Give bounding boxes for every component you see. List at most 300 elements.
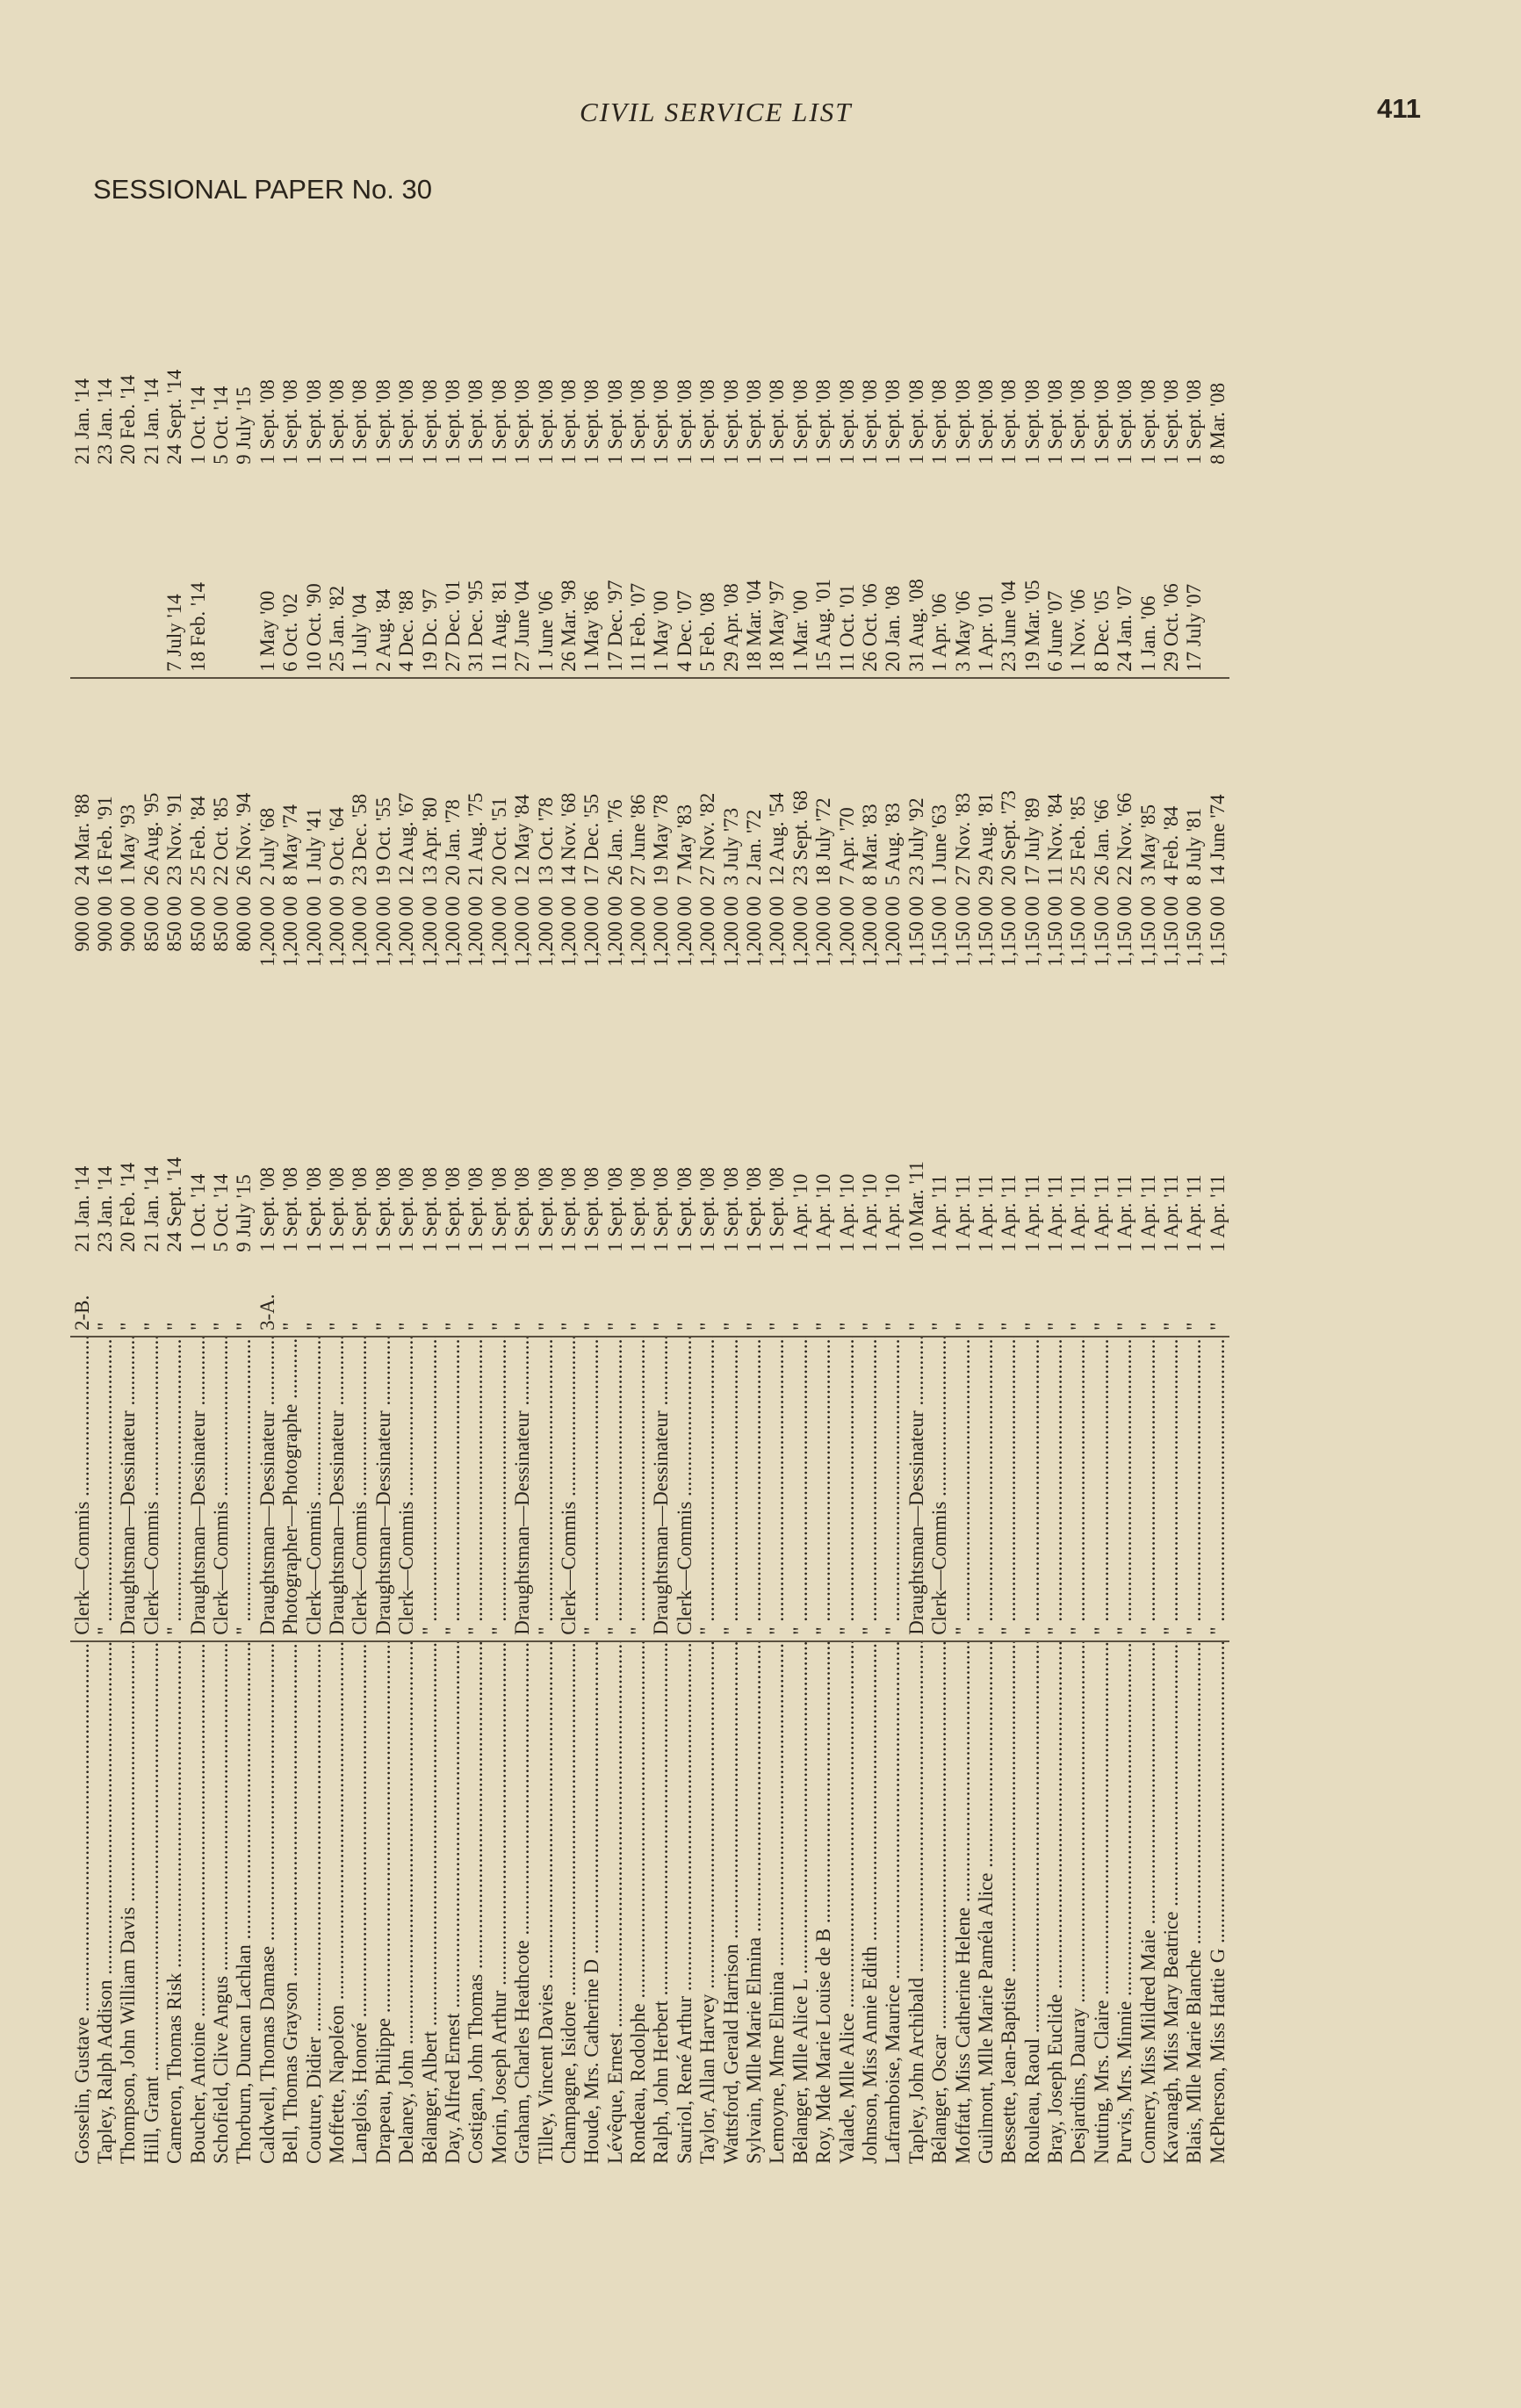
employee-name-cell: Bray, Joseph Euclide .....	[1043, 1641, 1066, 2169]
date-of-class-cell: 1 Apr. '11	[1136, 1174, 1159, 1252]
table-row	[1159, 220, 1182, 2169]
date-of-birth-cell: 29 Aug. '81	[974, 792, 997, 886]
date-of-class-cell: 1 Sept. '08	[743, 1166, 766, 1252]
position-cell: " .....	[951, 1337, 974, 1641]
date-of-class-cell: 1 Sept. '08	[256, 1166, 278, 1252]
date-of-birth-cell: 25 Feb. '84	[186, 796, 209, 886]
date-of-birth-cell: 26 Aug. '95	[140, 792, 162, 886]
salary-cell: 1,200 00	[325, 896, 348, 967]
table-row	[998, 220, 1020, 2169]
date-of-promotion-cell: 1 Sept. '08	[325, 379, 348, 465]
date-of-class-cell: 1 Sept. '08	[511, 1166, 534, 1252]
first-appointment-cell: 1 May '86	[580, 470, 603, 678]
table-row	[534, 220, 557, 2169]
date-of-birth-cell: 3 July '73	[719, 807, 742, 886]
date-of-promotion-cell: 21 Jan. '14	[140, 378, 162, 465]
table-row	[1067, 220, 1090, 2169]
date-of-promotion-cell: 1 Sept. '08	[1020, 379, 1043, 465]
salary-cell: 1,150 00	[1183, 896, 1206, 967]
page-number: 411	[1377, 93, 1422, 124]
table-row	[626, 220, 649, 2169]
first-appointment-cell: 3 May '06	[951, 470, 974, 678]
employee-name-cell: Gosselin, Gustave .....	[70, 1641, 93, 2169]
first-appointment-cell: 15 Aug. '01	[812, 470, 835, 678]
table-row	[302, 220, 325, 2169]
first-appointment-cell: 1 Jan. '06	[1136, 470, 1159, 678]
date-of-birth-cell: 16 Feb. '91	[94, 796, 117, 886]
date-of-promotion-cell: 1 Sept. '08	[349, 379, 371, 465]
date-of-class-cell: 1 Sept. '08	[395, 1166, 418, 1252]
class-cell: "	[487, 1258, 510, 1337]
position-cell: Clerk—Commis .....	[557, 1337, 580, 1641]
date-of-promotion-cell: 1 Sept. '08	[302, 379, 325, 465]
first-appointment-cell: 20 Jan. '08	[882, 470, 905, 678]
class-cell: "	[117, 1258, 140, 1337]
date-of-birth-cell: 23 July '92	[905, 797, 927, 886]
date-of-class-cell: 1 Sept. '08	[302, 1166, 325, 1252]
salary-cell: 1,200 00	[511, 896, 534, 967]
employee-name-cell: Bessette, Jean-Baptiste .....	[998, 1641, 1020, 2169]
first-appointment-cell: 19 Dc. '97	[418, 470, 441, 678]
table-row	[557, 220, 580, 2169]
date-of-class-cell: 1 Sept. '08	[534, 1166, 557, 1252]
salary-cell: 1,150 00	[1020, 896, 1043, 967]
employee-name-cell: Delaney, John .....	[394, 1641, 417, 2169]
first-appointment-cell: 11 Oct. '01	[835, 470, 858, 678]
class-cell: "	[1159, 1258, 1182, 1337]
table-row	[487, 220, 510, 2169]
date-of-promotion-cell: 1 Sept. '08	[719, 379, 742, 465]
salary-cell: 1,200 00	[858, 896, 881, 967]
position-cell: Draughtsman—Dessinateur .....	[325, 1337, 348, 1641]
position-cell: " .....	[534, 1337, 557, 1641]
salary-cell: 1,200 00	[534, 896, 557, 967]
table-row	[256, 220, 278, 2169]
employee-name-cell: Valade, Mlle Alice .....	[835, 1641, 858, 2169]
date-of-promotion-cell: 1 Sept. '08	[1183, 379, 1206, 465]
first-appointment-cell: 1 May '00	[650, 470, 673, 678]
salary-cell: 900 00	[117, 896, 140, 952]
first-appointment-cell	[1206, 470, 1229, 678]
employee-name-cell: Kavanagh, Miss Mary Beatrice .....	[1159, 1641, 1182, 2169]
salary-cell: 1,200 00	[882, 896, 905, 967]
date-of-birth-cell: 23 Sept. '68	[789, 790, 811, 886]
table-row	[209, 220, 232, 2169]
position-cell: Clerk—Commis .....	[349, 1337, 371, 1641]
employee-name-cell: Tapley, Ralph Addison .....	[93, 1641, 116, 2169]
position-cell: Draughtsman—Dessinateur .....	[650, 1337, 673, 1641]
date-of-promotion-cell: 1 Sept. '08	[371, 379, 394, 465]
date-of-birth-cell: 24 Mar. '88	[70, 793, 93, 886]
position-cell: " .....	[441, 1337, 464, 1641]
date-of-promotion-cell: 1 Sept. '08	[673, 379, 696, 465]
position-cell: Clerk—Commis .....	[70, 1337, 93, 1641]
class-cell: "	[696, 1258, 719, 1337]
first-appointment-cell: 7 July '14	[163, 470, 186, 678]
table-body	[70, 220, 1229, 2169]
date-of-class-cell: 21 Jan. '14	[70, 1165, 93, 1252]
first-appointment-cell: 31 Aug. '08	[905, 470, 927, 678]
date-of-promotion-cell: 1 Sept. '08	[812, 379, 835, 465]
employee-name-cell: Boucher, Antoine .....	[186, 1641, 209, 2169]
table-row	[1206, 220, 1229, 2169]
date-of-class-cell: 1 Sept. '08	[279, 1166, 302, 1252]
employee-name-cell: Laframboise, Maurice .....	[882, 1641, 905, 2169]
class-cell: "	[812, 1258, 835, 1337]
first-appointment-cell: 5 Feb. '08	[696, 470, 719, 678]
position-cell: " .....	[835, 1337, 858, 1641]
date-of-birth-cell: 1 June '63	[928, 804, 951, 886]
date-of-birth-cell: 21 Aug. '75	[465, 792, 487, 886]
position-cell: " .....	[1206, 1337, 1229, 1641]
employee-name-cell: Hill, Grant .....	[140, 1641, 162, 2169]
table-row	[858, 220, 881, 2169]
class-cell: "	[905, 1258, 927, 1337]
position-cell: Clerk—Commis .....	[927, 1337, 950, 1641]
class-cell: "	[766, 1258, 789, 1337]
date-of-promotion-cell: 9 July '15	[233, 386, 256, 465]
date-of-class-cell: 1 Sept. '08	[557, 1166, 580, 1252]
first-appointment-cell: 1 Nov. '06	[1067, 470, 1090, 678]
salary-cell: 1,150 00	[998, 896, 1020, 967]
date-of-birth-cell: 26 Jan. '66	[1090, 799, 1113, 886]
date-of-birth-cell: 20 Jan. '78	[441, 799, 464, 886]
date-of-birth-cell: 20 Sept. '73	[998, 790, 1020, 886]
date-of-class-cell: 1 Apr. '11	[1206, 1174, 1229, 1252]
class-cell: 3-A.	[256, 1258, 278, 1337]
employee-name-cell: Graham, Charles Heathcote .....	[510, 1641, 533, 2169]
position-cell: " .....	[812, 1337, 835, 1641]
salary-cell: 1,200 00	[580, 896, 603, 967]
class-cell: "	[186, 1258, 209, 1337]
position-cell: Clerk—Commis .....	[302, 1337, 325, 1641]
table-row	[510, 220, 533, 2169]
class-cell: "	[209, 1258, 232, 1337]
date-of-class-cell: 1 Sept. '08	[696, 1166, 719, 1252]
date-of-class-cell: 24 Sept. '14	[163, 1157, 186, 1252]
table-row	[951, 220, 974, 2169]
date-of-class-cell: 1 Apr. '10	[835, 1173, 858, 1252]
class-cell: "	[626, 1258, 649, 1337]
position-cell: " .....	[998, 1337, 1020, 1641]
class-cell: "	[510, 1258, 533, 1337]
salary-cell: 1,150 00	[1044, 896, 1067, 967]
employee-name-cell: Thompson, John William Davis .....	[117, 1641, 140, 2169]
class-cell: "	[279, 1258, 302, 1337]
position-cell: " .....	[1020, 1337, 1043, 1641]
date-of-class-cell: 1 Apr. '10	[858, 1173, 881, 1252]
table-row	[233, 220, 256, 2169]
class-cell: "	[394, 1258, 417, 1337]
salary-cell: 1,200 00	[603, 896, 626, 967]
table-row	[371, 220, 394, 2169]
first-appointment-cell: 1 Apr. '06	[927, 470, 950, 678]
date-of-birth-cell: 8 July '81	[1183, 807, 1206, 886]
date-of-promotion-cell: 20 Feb. '14	[117, 374, 140, 465]
date-of-class-cell: 1 Oct. '14	[186, 1173, 209, 1252]
date-of-class-cell: 1 Sept. '08	[418, 1166, 441, 1252]
salary-cell: 1,200 00	[279, 896, 302, 967]
first-appointment-cell	[117, 470, 140, 678]
first-appointment-cell: 19 Mar. '05	[1020, 470, 1043, 678]
salary-cell: 1,200 00	[441, 896, 464, 967]
position-cell: " .....	[766, 1337, 789, 1641]
running-title: CIVIL SERVICE LIST	[580, 97, 853, 127]
date-of-class-cell: 20 Feb. '14	[117, 1162, 140, 1252]
first-appointment-cell: 1 Apr. '01	[974, 470, 997, 678]
position-cell: " .....	[418, 1337, 441, 1641]
table-row	[835, 220, 858, 2169]
class-cell: "	[465, 1258, 487, 1337]
class-cell: "	[650, 1258, 673, 1337]
date-of-promotion-cell: 1 Oct. '14	[186, 386, 209, 465]
date-of-birth-cell: 8 May '74	[279, 804, 302, 886]
first-appointment-cell: 1 May '00	[256, 470, 278, 678]
date-of-class-cell: 23 Jan. '14	[94, 1165, 117, 1252]
date-of-class-cell: 10 Mar. '11	[905, 1161, 927, 1252]
salary-cell: 1,200 00	[418, 896, 441, 967]
class-cell: "	[371, 1258, 394, 1337]
class-cell: "	[1020, 1258, 1043, 1337]
table-row	[441, 220, 464, 2169]
class-cell: "	[349, 1258, 371, 1337]
position-cell: Photographer—Photographe .....	[279, 1337, 302, 1641]
position-cell: " .....	[233, 1337, 256, 1641]
first-appointment-cell: 1 Mar. '00	[789, 470, 811, 678]
salary-cell: 900 00	[70, 896, 93, 952]
employee-name-cell: Caldwell, Thomas Damase .....	[256, 1641, 278, 2169]
position-cell: Draughtsman—Dessinateur .....	[186, 1337, 209, 1641]
first-appointment-cell: 24 Jan. '07	[1114, 470, 1136, 678]
class-cell: "	[1114, 1258, 1136, 1337]
position-cell: " .....	[696, 1337, 719, 1641]
date-of-birth-cell: 27 Nov. '83	[951, 792, 974, 886]
salary-cell: 1,150 00	[1067, 896, 1090, 967]
position-cell: Draughtsman—Dessinateur .....	[117, 1337, 140, 1641]
table-row	[603, 220, 626, 2169]
date-of-class-cell: 1 Sept. '08	[766, 1166, 789, 1252]
employee-name-cell: Drapeau, Philippe .....	[371, 1641, 394, 2169]
first-appointment-cell	[209, 470, 232, 678]
date-of-birth-cell: 1 May '93	[117, 804, 140, 886]
employee-name-cell: Sylvain, Mlle Marie Elmina .....	[742, 1641, 765, 2169]
class-cell: "	[325, 1258, 348, 1337]
salary-cell: 1,200 00	[487, 896, 510, 967]
date-of-birth-cell: 7 Apr. '70	[835, 807, 858, 886]
salary-cell: 1,200 00	[371, 896, 394, 967]
table-row	[927, 220, 950, 2169]
first-appointment-cell: 18 May '97	[766, 470, 789, 678]
salary-cell: 1,200 00	[256, 896, 278, 967]
date-of-promotion-cell: 1 Sept. '08	[603, 379, 626, 465]
date-of-birth-cell: 12 May '84	[511, 794, 534, 886]
salary-cell: 800 00	[233, 896, 256, 952]
date-of-promotion-cell: 24 Sept. '14	[163, 369, 186, 465]
employee-name-cell: Guilmont, Mlle Marie Paméla Alice .....	[974, 1641, 997, 2169]
first-appointment-cell: 6 June '07	[1043, 470, 1066, 678]
date-of-class-cell: 1 Apr. '10	[789, 1173, 811, 1252]
date-of-class-cell: 1 Apr. '11	[951, 1174, 974, 1252]
table-row	[719, 220, 742, 2169]
date-of-birth-cell: 17 July '89	[1020, 797, 1043, 886]
date-of-class-cell: 1 Sept. '08	[349, 1166, 371, 1252]
date-of-class-cell: 1 Apr. '11	[1114, 1174, 1136, 1252]
date-of-birth-cell: 14 June '74	[1206, 794, 1229, 886]
date-of-birth-cell: 25 Feb. '85	[1067, 796, 1090, 886]
first-appointment-cell: 25 Jan. '82	[325, 470, 348, 678]
salary-cell: 1,200 00	[349, 896, 371, 967]
salary-cell: 1,200 00	[835, 896, 858, 967]
table-row	[1020, 220, 1043, 2169]
class-cell: "	[580, 1258, 603, 1337]
date-of-birth-cell: 13 Oct. '78	[534, 797, 557, 886]
table-row	[1136, 220, 1159, 2169]
salary-cell: 1,200 00	[789, 896, 811, 967]
date-of-birth-cell: 22 Oct. '85	[210, 797, 233, 886]
table-row	[673, 220, 696, 2169]
salary-cell: 1,200 00	[673, 896, 696, 967]
position-cell: " .....	[974, 1337, 997, 1641]
employee-name-cell: Blais, Mlle Marie Blanche .....	[1183, 1641, 1206, 2169]
date-of-class-cell: 1 Sept. '08	[719, 1166, 742, 1252]
table-row	[1183, 220, 1206, 2169]
date-of-promotion-cell: 1 Sept. '08	[418, 379, 441, 465]
position-cell: " .....	[1136, 1337, 1159, 1641]
employee-name-cell: Day, Alfred Ernest .....	[441, 1641, 464, 2169]
employee-name-cell: Thorburn, Duncan Lachlan .....	[233, 1641, 256, 2169]
date-of-promotion-cell: 1 Sept. '08	[1160, 379, 1183, 465]
position-cell: " .....	[163, 1337, 186, 1641]
position-cell: Clerk—Commis .....	[394, 1337, 417, 1641]
date-of-class-cell: 1 Sept. '08	[465, 1166, 487, 1252]
first-appointment-cell: 17 July '07	[1183, 470, 1206, 678]
date-of-birth-cell: 18 July '72	[812, 797, 835, 886]
date-of-birth-cell: 17 Dec. '55	[580, 793, 603, 886]
date-of-class-cell: 1 Apr. '11	[928, 1174, 951, 1252]
employee-name-cell: Moffette, Napoléon .....	[325, 1641, 348, 2169]
first-appointment-cell: 1 July '04	[349, 470, 371, 678]
employee-name-cell: Langlois, Honoré .....	[349, 1641, 371, 2169]
date-of-birth-cell: 9 Oct. '64	[325, 807, 348, 886]
salary-cell: 1,200 00	[465, 896, 487, 967]
table-row	[140, 220, 162, 2169]
salary-cell: 1,200 00	[557, 896, 580, 967]
salary-cell: 900 00	[94, 896, 117, 952]
first-appointment-cell: 11 Feb. '07	[626, 470, 649, 678]
date-of-birth-cell: 12 Aug. '67	[395, 792, 418, 886]
position-cell: " .....	[742, 1337, 765, 1641]
date-of-promotion-cell: 1 Sept. '08	[696, 379, 719, 465]
date-of-promotion-cell: 1 Sept. '08	[766, 379, 789, 465]
table-row	[418, 220, 441, 2169]
employee-name-cell: Champagne, Isidore .....	[557, 1641, 580, 2169]
first-appointment-cell: 4 Dec. '88	[394, 470, 417, 678]
employee-name-cell: Lévêque, Ernest .....	[603, 1641, 626, 2169]
date-of-promotion-cell: 1 Sept. '08	[441, 379, 464, 465]
class-cell: "	[1183, 1258, 1206, 1337]
position-cell: " .....	[1043, 1337, 1066, 1641]
table-row	[766, 220, 789, 2169]
date-of-birth-cell: 4 Feb. '84	[1160, 805, 1183, 886]
date-of-birth-cell: 8 Mar. '83	[858, 804, 881, 886]
employee-name-cell: Bélanger, Oscar .....	[927, 1641, 950, 2169]
date-of-class-cell: 5 Oct. '14	[210, 1173, 233, 1252]
class-cell: "	[998, 1258, 1020, 1337]
class-cell: "	[835, 1258, 858, 1337]
table-row	[789, 220, 811, 2169]
date-of-birth-cell: 14 Nov. '68	[557, 792, 580, 886]
table-row	[650, 220, 673, 2169]
date-of-birth-cell: 2 July '68	[256, 807, 278, 886]
employee-name-cell: Couture, Didier .....	[302, 1641, 325, 2169]
position-cell: Draughtsman—Dessinateur .....	[905, 1337, 927, 1641]
salary-cell: 850 00	[163, 896, 186, 952]
date-of-birth-cell: 27 Nov. '82	[696, 792, 719, 886]
date-of-promotion-cell: 1 Sept. '08	[557, 379, 580, 465]
date-of-promotion-cell: 1 Sept. '08	[974, 379, 997, 465]
date-of-promotion-cell: 1 Sept. '08	[998, 379, 1020, 465]
class-cell: "	[673, 1258, 696, 1337]
position-cell: " .....	[93, 1337, 116, 1641]
date-of-class-cell: 1 Sept. '08	[603, 1166, 626, 1252]
class-cell: "	[882, 1258, 905, 1337]
date-of-birth-cell: 1 July '41	[302, 807, 325, 886]
employee-name-cell: Sauriol, René Arthur .....	[673, 1641, 696, 2169]
date-of-class-cell: 21 Jan. '14	[140, 1165, 162, 1252]
date-of-promotion-cell: 1 Sept. '08	[650, 379, 673, 465]
first-appointment-cell: 2 Aug. '84	[371, 470, 394, 678]
date-of-class-cell: 1 Sept. '08	[650, 1166, 673, 1252]
date-of-promotion-cell: 1 Sept. '08	[905, 379, 927, 465]
employee-name-cell: Bélanger, Albert .....	[418, 1641, 441, 2169]
class-cell: "	[418, 1258, 441, 1337]
date-of-promotion-cell: 1 Sept. '08	[928, 379, 951, 465]
employee-name-cell: Rondeau, Rodolphe .....	[626, 1641, 649, 2169]
class-cell: "	[534, 1258, 557, 1337]
position-cell: Clerk—Commis .....	[209, 1337, 232, 1641]
class-cell: "	[93, 1258, 116, 1337]
table-row	[812, 220, 835, 2169]
class-cell: "	[302, 1258, 325, 1337]
position-cell: " .....	[1067, 1337, 1090, 1641]
class-cell: "	[1043, 1258, 1066, 1337]
date-of-promotion-cell: 1 Sept. '08	[951, 379, 974, 465]
salary-cell: 1,150 00	[1206, 896, 1229, 967]
table-row	[1114, 220, 1136, 2169]
salary-cell: 1,200 00	[719, 896, 742, 967]
date-of-class-cell: 1 Apr. '10	[882, 1173, 905, 1252]
date-of-promotion-cell: 1 Sept. '08	[743, 379, 766, 465]
employee-name-cell: Wattsford, Gerald Harrison .....	[719, 1641, 742, 2169]
class-cell: "	[163, 1258, 186, 1337]
page-header	[0, 0, 1521, 220]
date-of-birth-cell: 5 Aug. '83	[882, 803, 905, 886]
position-cell: Draughtsman—Dessinateur .....	[510, 1337, 533, 1641]
class-cell: "	[927, 1258, 950, 1337]
position-cell: " .....	[858, 1337, 881, 1641]
employee-name-cell: Nutting, Mrs. Claire .....	[1090, 1641, 1113, 2169]
table-row	[186, 220, 209, 2169]
table-row	[349, 220, 371, 2169]
position-cell: " .....	[580, 1337, 603, 1641]
date-of-class-cell: 1 Sept. '08	[627, 1166, 650, 1252]
salary-cell: 1,200 00	[627, 896, 650, 967]
employee-name-cell: Moffatt, Miss Catherine Helene .....	[951, 1641, 974, 2169]
date-of-birth-cell: 11 Nov. '84	[1044, 793, 1067, 886]
date-of-birth-cell: 23 Dec. '58	[349, 793, 371, 886]
position-cell: " .....	[626, 1337, 649, 1641]
date-of-birth-cell: 26 Nov. '94	[233, 792, 256, 886]
